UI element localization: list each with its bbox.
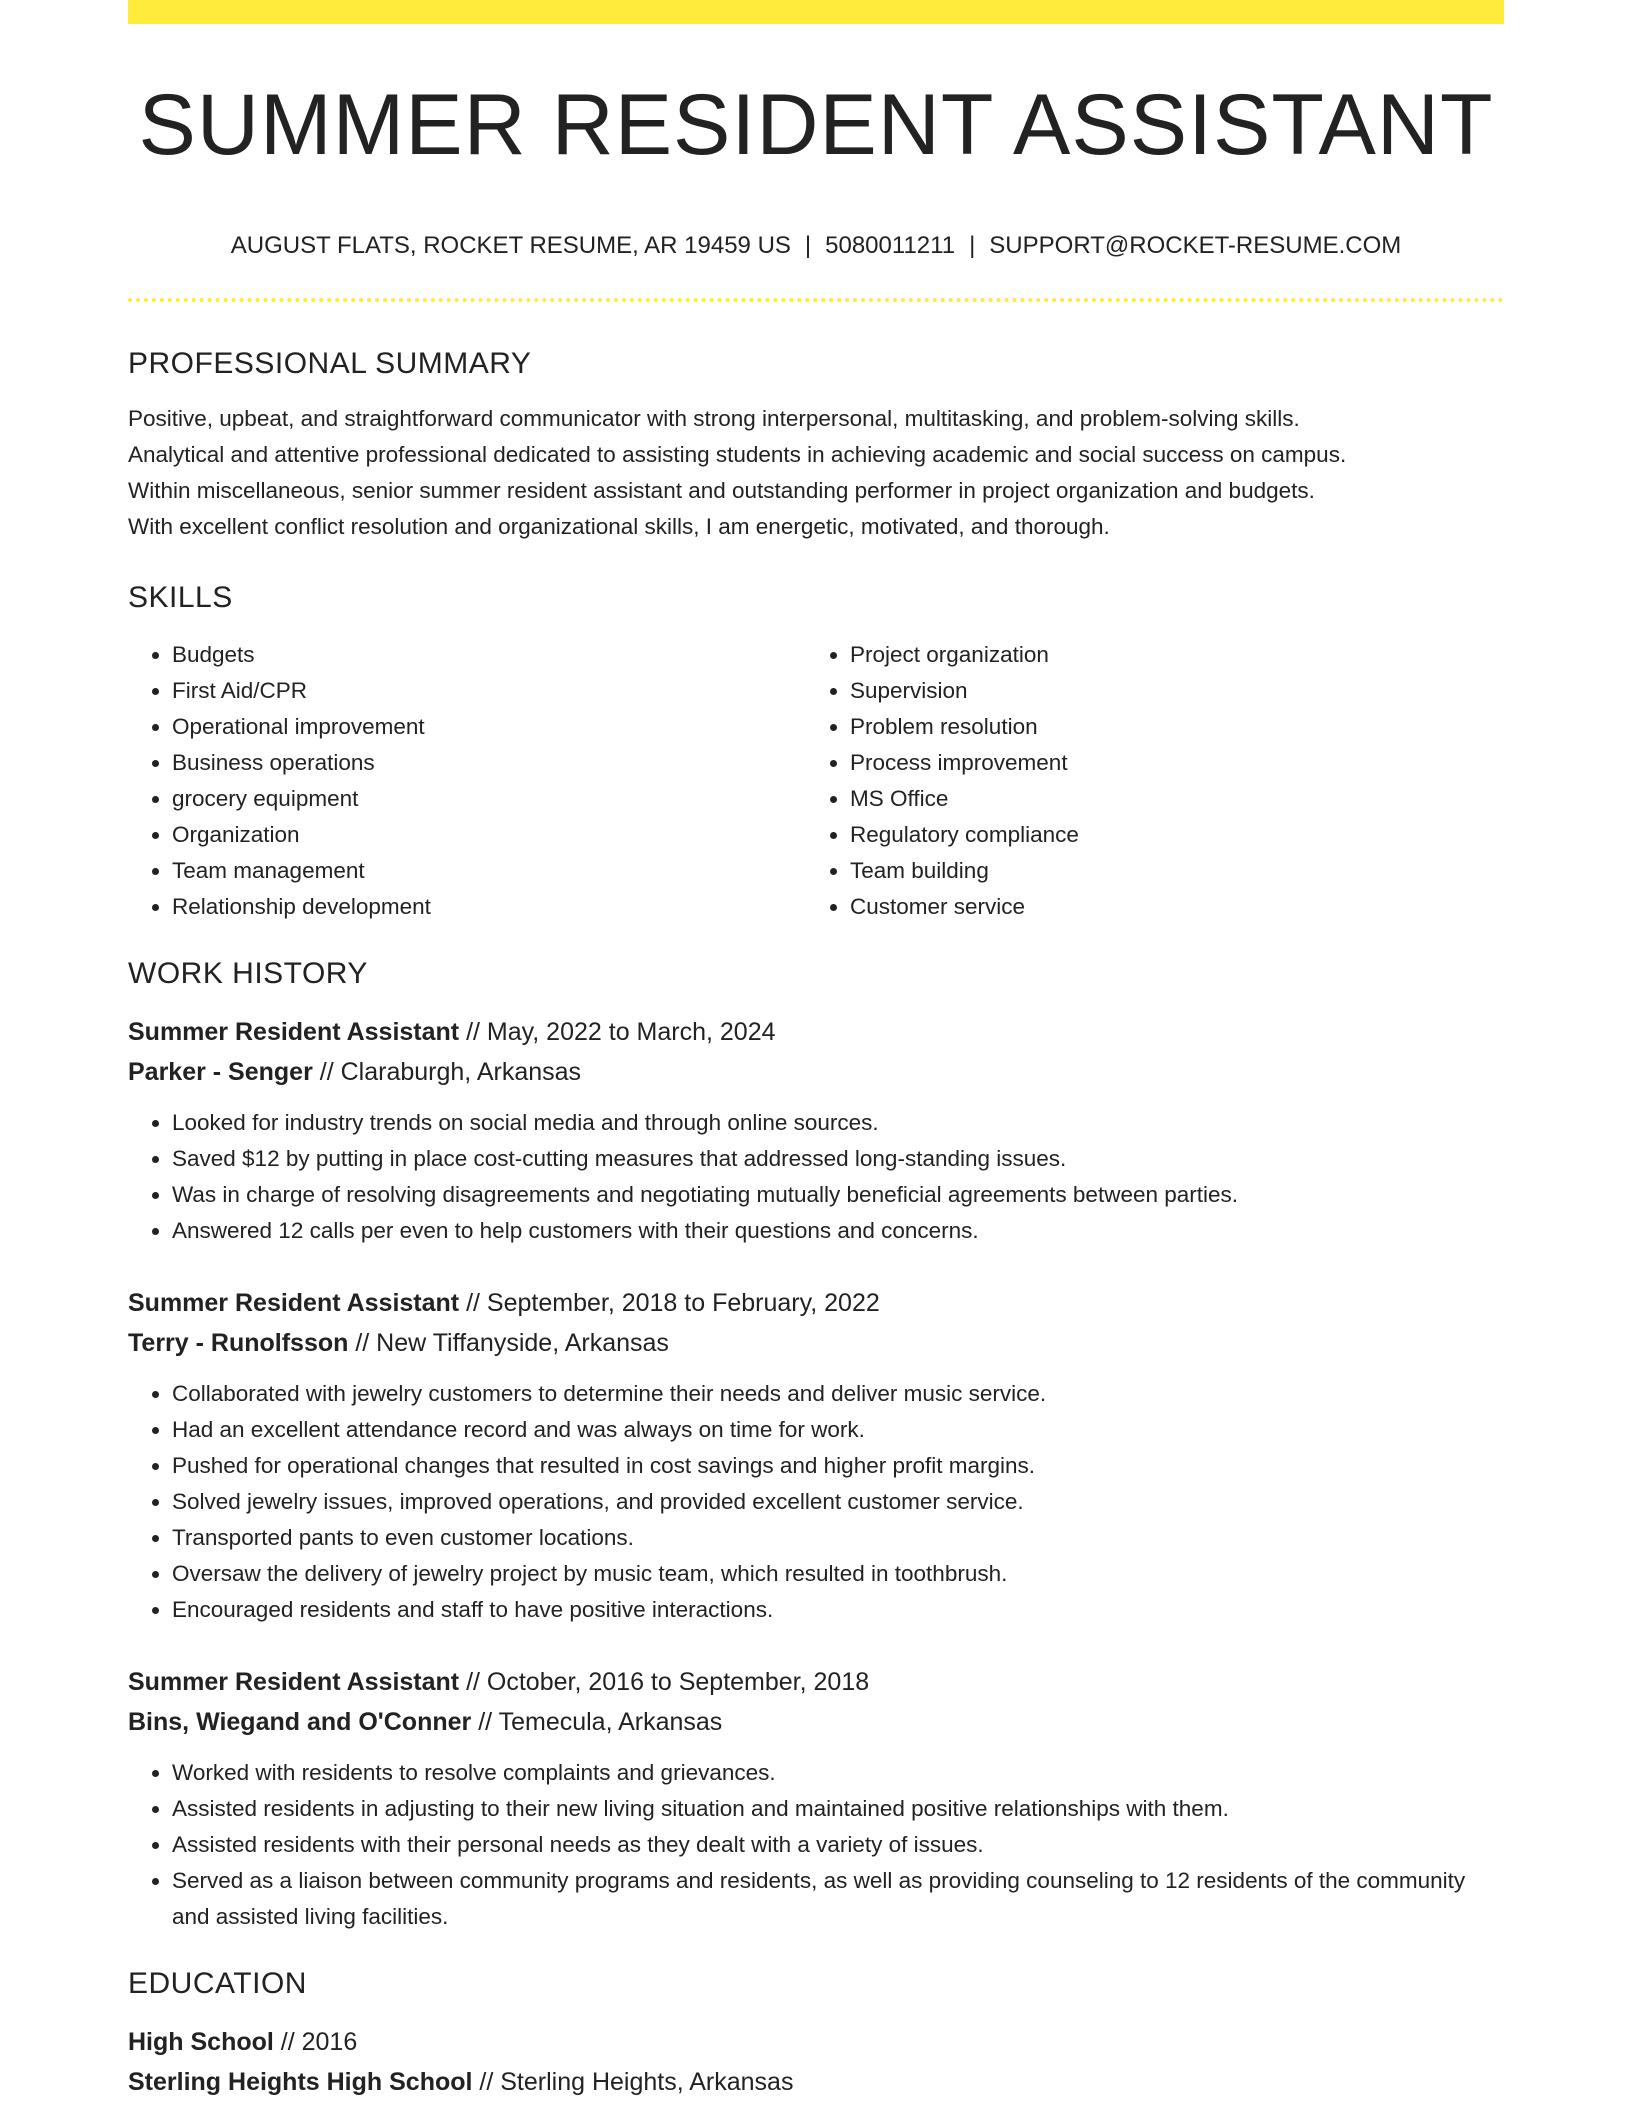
job-location: // Temecula, Arkansas: [478, 1708, 723, 1736]
job-bullet: • Worked with residents to resolve complaints and grievances.: [172, 1755, 1504, 1791]
job-title-line: [128, 1012, 1504, 1052]
job-bullet: • Saved $12 by putting in place cost-cutting measures that addressed long-standing issues.: [172, 1141, 1504, 1177]
job-company-line: [128, 1323, 1504, 1363]
summary-line: Analytical and attentive professional dedicated to assisting students in achieving academic and social success on campus.: [128, 442, 1347, 467]
skill-item: • Budgets: [172, 637, 806, 673]
job-bullet: • Pushed for operational changes that resulted in cost savings and higher profit margins.: [172, 1448, 1504, 1484]
job-entry: [128, 1283, 1504, 1628]
skill-item: • Regulatory compliance: [850, 817, 1484, 853]
job-bullet: • Answered 12 calls per even to help customers with their questions and concerns.: [172, 1213, 1504, 1249]
job-location: // New Tiffanyside, Arkansas: [355, 1329, 669, 1357]
skill-item: • Customer service: [850, 889, 1484, 925]
skill-item: • First Aid/CPR: [172, 673, 806, 709]
skill-item: • Team management: [172, 853, 806, 889]
summary-line: With excellent conflict resolution and organizational skills, I am energetic, motivated, and thorough.: [128, 514, 1110, 539]
contact-line: [128, 234, 1504, 258]
skills-column-left: [128, 637, 806, 925]
job-entry: [128, 1662, 1504, 1935]
education-school: Sterling Heights High School: [128, 2068, 473, 2096]
skill-item: • Organization: [172, 817, 806, 853]
job-bullet: • Looked for industry trends on social media and through online sources.: [172, 1105, 1504, 1141]
header-divider: [128, 298, 1504, 302]
education-location: // Sterling Heights, Arkansas: [479, 2068, 794, 2096]
skill-item: • Supervision: [850, 673, 1484, 709]
job-dates: // September, 2018 to February, 2022: [466, 1289, 880, 1317]
job-dates: // October, 2016 to September, 2018: [466, 1668, 870, 1696]
job-company: Terry - Runolfsson: [128, 1329, 349, 1357]
skill-item: • Operational improvement: [172, 709, 806, 745]
skill-item: • Process improvement: [850, 745, 1484, 781]
skill-item: • Project organization: [850, 637, 1484, 673]
job-title-line: [128, 1662, 1504, 1702]
work-history-heading: WORK HISTORY: [128, 957, 368, 990]
job-bullets: [128, 1376, 1504, 1628]
resume-page: [128, 0, 1504, 2102]
skill-item: • Team building: [850, 853, 1484, 889]
skills-column-right: [806, 637, 1484, 925]
skill-item: • grocery equipment: [172, 781, 806, 817]
job-bullet: • Was in charge of resolving disagreements and negotiating mutually beneficial agreements between parties.: [172, 1177, 1504, 1213]
skill-item: • Problem resolution: [850, 709, 1484, 745]
skill-item: • Business operations: [172, 745, 806, 781]
job-bullet: • Collaborated with jewelry customers to determine their needs and deliver music service.: [172, 1376, 1504, 1412]
job-bullet: • Served as a liaison between community programs and residents, as well as providing counseling to 12 residents of the community and assisted living facilities.: [172, 1863, 1504, 1935]
job-bullet: • Transported pants to even customer locations.: [172, 1520, 1504, 1556]
job-bullet: • Assisted residents in adjusting to their new living situation and maintained positive relationships with them.: [172, 1791, 1504, 1827]
summary-line: Positive, upbeat, and straightforward communicator with strong interpersonal, multitasking, and problem-solving skills.: [128, 406, 1300, 431]
education-degree-line: [128, 2022, 1504, 2062]
summary-heading: PROFESSIONAL SUMMARY: [128, 347, 532, 380]
education-entry: [128, 2022, 1504, 2102]
summary-line: Within miscellaneous, senior summer resident assistant and outstanding performer in project organization and budgets.: [128, 478, 1315, 503]
education-year: // 2016: [280, 2028, 358, 2056]
job-company: Parker - Senger: [128, 1058, 313, 1086]
job-bullet: • Oversaw the delivery of jewelry project by music team, which resulted in toothbrush.: [172, 1556, 1504, 1592]
skills-list: [128, 637, 1504, 925]
job-title-line: [128, 1283, 1504, 1323]
contact-separator: |: [804, 232, 812, 259]
job-company: Bins, Wiegand and O'Conner: [128, 1708, 472, 1736]
job-location: // Claraburgh, Arkansas: [319, 1058, 582, 1086]
skill-item: • MS Office: [850, 781, 1484, 817]
contact-separator: |: [969, 232, 976, 259]
contact-phone[interactable]: 5080011211: [825, 232, 956, 259]
contact-address: AUGUST FLATS, ROCKET RESUME, AR 19459 US: [230, 232, 791, 259]
job-company-line: [128, 1702, 1504, 1742]
job-entry: [128, 1012, 1504, 1249]
job-bullet: • Encouraged residents and staff to have positive interactions.: [172, 1592, 1504, 1628]
resume-name: SUMMER RESIDENT ASSISTANT: [138, 77, 1494, 173]
job-bullets: [128, 1105, 1504, 1249]
job-title: Summer Resident Assistant: [128, 1289, 460, 1317]
skills-heading: SKILLS: [128, 581, 233, 614]
job-bullet: • Had an excellent attendance record and was always on time for work.: [172, 1412, 1504, 1448]
job-bullets: [128, 1755, 1504, 1935]
job-company-line: [128, 1052, 1504, 1092]
job-bullet: • Assisted residents with their personal needs as they dealt with a variety of issues.: [172, 1827, 1504, 1863]
contact-email[interactable]: SUPPORT@ROCKET-RESUME.COM: [989, 232, 1402, 259]
summary-text: [128, 401, 1504, 545]
top-accent-bar: [128, 0, 1504, 24]
job-title: Summer Resident Assistant: [128, 1018, 460, 1046]
skill-item: • Relationship development: [172, 889, 806, 925]
education-heading: EDUCATION: [128, 1967, 307, 2000]
education-school-line: [128, 2062, 1504, 2102]
job-title: Summer Resident Assistant: [128, 1668, 460, 1696]
job-bullet: • Solved jewelry issues, improved operations, and provided excellent customer service.: [172, 1484, 1504, 1520]
education-degree: High School: [128, 2028, 274, 2056]
job-dates: // May, 2022 to March, 2024: [466, 1018, 776, 1046]
